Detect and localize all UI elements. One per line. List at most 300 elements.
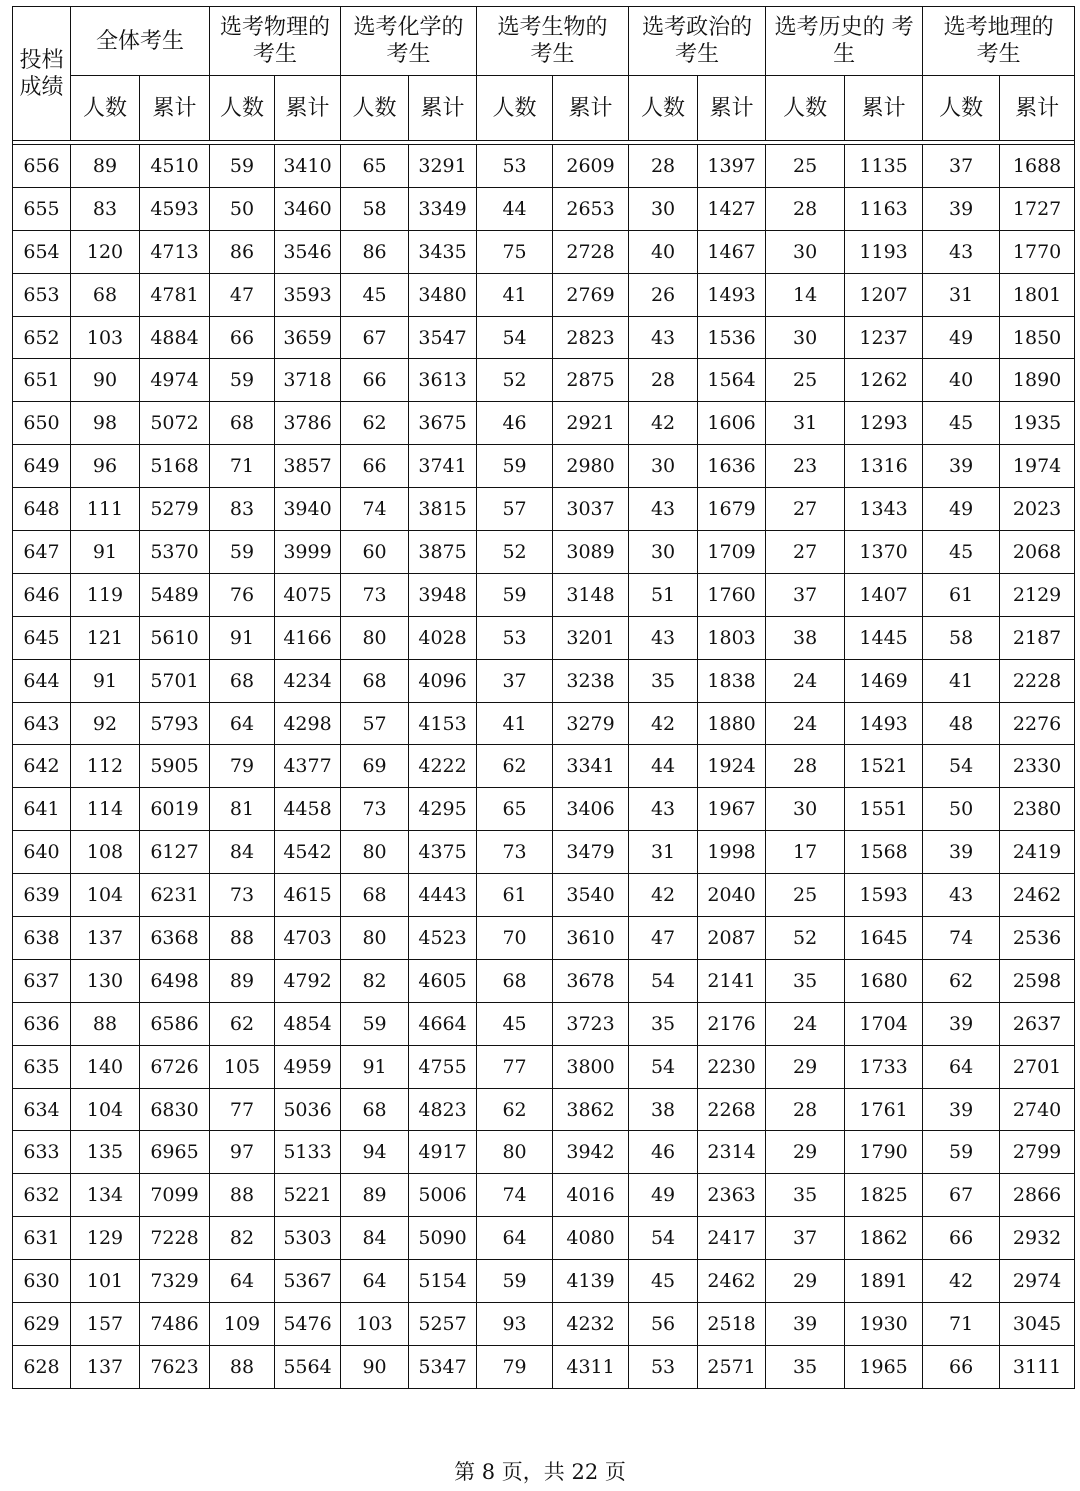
count-cell: 61 bbox=[923, 573, 1000, 616]
count-cell: 45 bbox=[341, 273, 409, 316]
cumulative-cell: 2728 bbox=[553, 230, 629, 273]
cumulative-cell: 3279 bbox=[553, 702, 629, 745]
count-cell: 105 bbox=[210, 1045, 275, 1088]
cumulative-cell: 1343 bbox=[845, 488, 923, 531]
cumulative-cell: 1568 bbox=[845, 831, 923, 874]
count-cell: 52 bbox=[477, 531, 553, 574]
cumulative-cell: 1679 bbox=[698, 488, 766, 531]
cumulative-cell: 1551 bbox=[845, 788, 923, 831]
score-cell: 643 bbox=[13, 702, 71, 745]
cumulative-cell: 6127 bbox=[140, 831, 210, 874]
count-cell: 130 bbox=[71, 959, 140, 1002]
cumulative-cell: 5133 bbox=[275, 1131, 341, 1174]
count-cell: 120 bbox=[71, 230, 140, 273]
count-cell: 42 bbox=[629, 702, 698, 745]
count-cell: 43 bbox=[923, 874, 1000, 917]
count-cell: 46 bbox=[629, 1131, 698, 1174]
count-cell: 17 bbox=[766, 831, 845, 874]
cumulative-cell: 4792 bbox=[275, 959, 341, 1002]
cumulative-cell: 3678 bbox=[553, 959, 629, 1002]
cumulative-cell: 4096 bbox=[409, 659, 477, 702]
count-cell: 43 bbox=[629, 788, 698, 831]
cumulative-cell: 3857 bbox=[275, 445, 341, 488]
table-row bbox=[13, 616, 1075, 659]
cumulative-cell: 2536 bbox=[1000, 917, 1075, 960]
cumulative-cell: 2276 bbox=[1000, 702, 1075, 745]
cumulative-cell: 1493 bbox=[698, 273, 766, 316]
score-cell: 650 bbox=[13, 402, 71, 445]
count-cell: 66 bbox=[923, 1345, 1000, 1388]
count-cell: 29 bbox=[766, 1260, 845, 1303]
count-cell: 50 bbox=[210, 187, 275, 230]
score-cell: 647 bbox=[13, 531, 71, 574]
count-cell: 91 bbox=[71, 659, 140, 702]
score-cell: 638 bbox=[13, 917, 71, 960]
count-cell: 30 bbox=[766, 788, 845, 831]
cumulative-cell: 5279 bbox=[140, 488, 210, 531]
group-header: 选考历史的 考生 bbox=[766, 7, 923, 76]
count-cell: 90 bbox=[341, 1345, 409, 1388]
cumulative-cell: 1803 bbox=[698, 616, 766, 659]
cumulative-cell: 4605 bbox=[409, 959, 477, 1002]
cumulative-cell: 4542 bbox=[275, 831, 341, 874]
count-header: 人数 bbox=[341, 76, 409, 141]
count-cell: 28 bbox=[629, 145, 698, 188]
cumulative-cell: 1838 bbox=[698, 659, 766, 702]
count-cell: 68 bbox=[210, 659, 275, 702]
count-cell: 56 bbox=[629, 1303, 698, 1346]
cumulative-cell: 5090 bbox=[409, 1217, 477, 1260]
table-row bbox=[13, 1217, 1075, 1260]
cumulative-cell: 1135 bbox=[845, 145, 923, 188]
count-cell: 104 bbox=[71, 874, 140, 917]
score-cell: 631 bbox=[13, 1217, 71, 1260]
cumulative-cell: 1467 bbox=[698, 230, 766, 273]
count-cell: 43 bbox=[923, 230, 1000, 273]
table-body bbox=[13, 145, 1075, 1389]
cumulative-cell: 6019 bbox=[140, 788, 210, 831]
cumulative-cell: 4222 bbox=[409, 745, 477, 788]
cumulative-cell: 3659 bbox=[275, 316, 341, 359]
cumulative-cell: 3942 bbox=[553, 1131, 629, 1174]
group-header: 选考化学的考生 bbox=[341, 7, 477, 76]
count-cell: 67 bbox=[923, 1174, 1000, 1217]
score-cell: 635 bbox=[13, 1045, 71, 1088]
count-cell: 84 bbox=[341, 1217, 409, 1260]
count-cell: 54 bbox=[629, 1217, 698, 1260]
cumulative-cell: 6498 bbox=[140, 959, 210, 1002]
score-cell: 651 bbox=[13, 359, 71, 402]
cumulative-cell: 3435 bbox=[409, 230, 477, 273]
count-header: 人数 bbox=[71, 76, 140, 141]
count-cell: 54 bbox=[629, 959, 698, 1002]
cumulative-header: 累计 bbox=[140, 76, 210, 141]
cumulative-cell: 3406 bbox=[553, 788, 629, 831]
count-cell: 62 bbox=[341, 402, 409, 445]
score-cell: 649 bbox=[13, 445, 71, 488]
count-cell: 60 bbox=[341, 531, 409, 574]
count-cell: 44 bbox=[477, 187, 553, 230]
count-cell: 48 bbox=[923, 702, 1000, 745]
table-row bbox=[13, 959, 1075, 1002]
count-cell: 79 bbox=[210, 745, 275, 788]
cumulative-cell: 1493 bbox=[845, 702, 923, 745]
cumulative-cell: 3610 bbox=[553, 917, 629, 960]
count-cell: 35 bbox=[766, 1345, 845, 1388]
score-cell: 636 bbox=[13, 1002, 71, 1045]
count-cell: 51 bbox=[629, 573, 698, 616]
count-cell: 69 bbox=[341, 745, 409, 788]
count-cell: 68 bbox=[477, 959, 553, 1002]
score-cell: 630 bbox=[13, 1260, 71, 1303]
group-header-row bbox=[13, 7, 1075, 76]
count-cell: 89 bbox=[341, 1174, 409, 1217]
cumulative-cell: 4458 bbox=[275, 788, 341, 831]
cumulative-cell: 3201 bbox=[553, 616, 629, 659]
cumulative-cell: 5036 bbox=[275, 1088, 341, 1131]
cumulative-cell: 1207 bbox=[845, 273, 923, 316]
count-cell: 45 bbox=[923, 531, 1000, 574]
cumulative-cell: 4823 bbox=[409, 1088, 477, 1131]
count-cell: 24 bbox=[766, 659, 845, 702]
cumulative-cell: 1801 bbox=[1000, 273, 1075, 316]
count-cell: 52 bbox=[477, 359, 553, 402]
cumulative-cell: 4959 bbox=[275, 1045, 341, 1088]
table-row bbox=[13, 402, 1075, 445]
cumulative-cell: 3540 bbox=[553, 874, 629, 917]
cumulative-cell: 2799 bbox=[1000, 1131, 1075, 1174]
count-cell: 59 bbox=[210, 531, 275, 574]
count-cell: 134 bbox=[71, 1174, 140, 1217]
cumulative-cell: 4917 bbox=[409, 1131, 477, 1174]
cumulative-cell: 2230 bbox=[698, 1045, 766, 1088]
cumulative-cell: 3460 bbox=[275, 187, 341, 230]
count-cell: 41 bbox=[477, 273, 553, 316]
cumulative-cell: 6830 bbox=[140, 1088, 210, 1131]
cumulative-cell: 1967 bbox=[698, 788, 766, 831]
count-cell: 66 bbox=[341, 445, 409, 488]
count-cell: 91 bbox=[341, 1045, 409, 1088]
count-cell: 65 bbox=[477, 788, 553, 831]
cumulative-cell: 2875 bbox=[553, 359, 629, 402]
cumulative-cell: 4615 bbox=[275, 874, 341, 917]
cumulative-cell: 7099 bbox=[140, 1174, 210, 1217]
cumulative-cell: 2980 bbox=[553, 445, 629, 488]
count-cell: 71 bbox=[210, 445, 275, 488]
cumulative-cell: 2268 bbox=[698, 1088, 766, 1131]
count-cell: 80 bbox=[341, 917, 409, 960]
cumulative-cell: 5610 bbox=[140, 616, 210, 659]
count-cell: 57 bbox=[341, 702, 409, 745]
count-cell: 47 bbox=[629, 917, 698, 960]
cumulative-cell: 1862 bbox=[845, 1217, 923, 1260]
table-row bbox=[13, 874, 1075, 917]
count-cell: 74 bbox=[923, 917, 1000, 960]
count-cell: 25 bbox=[766, 874, 845, 917]
cumulative-cell: 1880 bbox=[698, 702, 766, 745]
count-cell: 64 bbox=[210, 702, 275, 745]
count-cell: 97 bbox=[210, 1131, 275, 1174]
count-cell: 68 bbox=[210, 402, 275, 445]
cumulative-cell: 2653 bbox=[553, 187, 629, 230]
cumulative-cell: 5793 bbox=[140, 702, 210, 745]
count-cell: 43 bbox=[629, 316, 698, 359]
table-row bbox=[13, 831, 1075, 874]
count-cell: 73 bbox=[341, 573, 409, 616]
cumulative-cell: 2330 bbox=[1000, 745, 1075, 788]
table-row bbox=[13, 445, 1075, 488]
cumulative-cell: 3111 bbox=[1000, 1345, 1075, 1388]
table-row bbox=[13, 1002, 1075, 1045]
score-cell: 654 bbox=[13, 230, 71, 273]
cumulative-cell: 7623 bbox=[140, 1345, 210, 1388]
cumulative-cell: 4295 bbox=[409, 788, 477, 831]
count-cell: 89 bbox=[210, 959, 275, 1002]
score-cell: 656 bbox=[13, 145, 71, 188]
cumulative-cell: 4664 bbox=[409, 1002, 477, 1045]
cumulative-cell: 1193 bbox=[845, 230, 923, 273]
count-cell: 59 bbox=[210, 359, 275, 402]
score-cell: 646 bbox=[13, 573, 71, 616]
cumulative-cell: 2141 bbox=[698, 959, 766, 1002]
count-cell: 91 bbox=[210, 616, 275, 659]
cumulative-cell: 3815 bbox=[409, 488, 477, 531]
cumulative-cell: 4234 bbox=[275, 659, 341, 702]
cumulative-cell: 5905 bbox=[140, 745, 210, 788]
count-cell: 77 bbox=[477, 1045, 553, 1088]
count-cell: 86 bbox=[341, 230, 409, 273]
count-cell: 81 bbox=[210, 788, 275, 831]
count-cell: 25 bbox=[766, 359, 845, 402]
count-cell: 59 bbox=[210, 145, 275, 188]
count-cell: 82 bbox=[341, 959, 409, 1002]
cumulative-cell: 2701 bbox=[1000, 1045, 1075, 1088]
score-cell: 633 bbox=[13, 1131, 71, 1174]
score-cell: 648 bbox=[13, 488, 71, 531]
score-header-text: 投档成绩 bbox=[19, 47, 64, 100]
count-cell: 73 bbox=[341, 788, 409, 831]
cumulative-header: 累计 bbox=[845, 76, 923, 141]
count-cell: 64 bbox=[923, 1045, 1000, 1088]
count-cell: 114 bbox=[71, 788, 140, 831]
count-cell: 73 bbox=[477, 831, 553, 874]
count-cell: 30 bbox=[766, 316, 845, 359]
count-cell: 59 bbox=[477, 573, 553, 616]
count-cell: 29 bbox=[766, 1131, 845, 1174]
count-cell: 59 bbox=[341, 1002, 409, 1045]
cumulative-cell: 5168 bbox=[140, 445, 210, 488]
cumulative-cell: 1469 bbox=[845, 659, 923, 702]
count-cell: 62 bbox=[477, 1088, 553, 1131]
cumulative-cell: 3480 bbox=[409, 273, 477, 316]
count-header: 人数 bbox=[766, 76, 845, 141]
cumulative-cell: 4377 bbox=[275, 745, 341, 788]
table-row bbox=[13, 573, 1075, 616]
cumulative-header: 累计 bbox=[553, 76, 629, 141]
cumulative-cell: 4443 bbox=[409, 874, 477, 917]
cumulative-cell: 3593 bbox=[275, 273, 341, 316]
cumulative-cell: 1709 bbox=[698, 531, 766, 574]
table-row bbox=[13, 1345, 1075, 1388]
cumulative-cell: 4375 bbox=[409, 831, 477, 874]
count-cell: 66 bbox=[923, 1217, 1000, 1260]
table-row bbox=[13, 1088, 1075, 1131]
cumulative-cell: 7329 bbox=[140, 1260, 210, 1303]
cumulative-cell: 2129 bbox=[1000, 573, 1075, 616]
count-cell: 83 bbox=[210, 488, 275, 531]
count-cell: 30 bbox=[766, 230, 845, 273]
cumulative-cell: 4510 bbox=[140, 145, 210, 188]
count-cell: 28 bbox=[766, 1088, 845, 1131]
table-row bbox=[13, 1131, 1075, 1174]
count-cell: 94 bbox=[341, 1131, 409, 1174]
score-column-header bbox=[13, 7, 71, 141]
count-header: 人数 bbox=[477, 76, 553, 141]
cumulative-cell: 3940 bbox=[275, 488, 341, 531]
count-cell: 50 bbox=[923, 788, 1000, 831]
cumulative-cell: 4311 bbox=[553, 1345, 629, 1388]
table-row bbox=[13, 917, 1075, 960]
score-cell: 641 bbox=[13, 788, 71, 831]
table-row bbox=[13, 659, 1075, 702]
count-cell: 66 bbox=[210, 316, 275, 359]
cumulative-cell: 4232 bbox=[553, 1303, 629, 1346]
count-header: 人数 bbox=[210, 76, 275, 141]
cumulative-cell: 2637 bbox=[1000, 1002, 1075, 1045]
count-cell: 30 bbox=[629, 187, 698, 230]
cumulative-cell: 4523 bbox=[409, 917, 477, 960]
cumulative-header: 累计 bbox=[698, 76, 766, 141]
score-cell: 640 bbox=[13, 831, 71, 874]
cumulative-header: 累计 bbox=[409, 76, 477, 141]
count-cell: 35 bbox=[766, 959, 845, 1002]
score-cell: 639 bbox=[13, 874, 71, 917]
count-cell: 140 bbox=[71, 1045, 140, 1088]
cumulative-cell: 5006 bbox=[409, 1174, 477, 1217]
count-cell: 59 bbox=[477, 445, 553, 488]
count-cell: 49 bbox=[629, 1174, 698, 1217]
count-cell: 64 bbox=[341, 1260, 409, 1303]
cumulative-cell: 1407 bbox=[845, 573, 923, 616]
cumulative-cell: 2417 bbox=[698, 1217, 766, 1260]
cumulative-cell: 2974 bbox=[1000, 1260, 1075, 1303]
count-cell: 39 bbox=[923, 187, 1000, 230]
count-cell: 35 bbox=[766, 1174, 845, 1217]
count-cell: 49 bbox=[923, 316, 1000, 359]
count-cell: 84 bbox=[210, 831, 275, 874]
count-cell: 58 bbox=[341, 187, 409, 230]
cumulative-cell: 2769 bbox=[553, 273, 629, 316]
count-cell: 88 bbox=[210, 1345, 275, 1388]
count-cell: 37 bbox=[766, 573, 845, 616]
count-cell: 88 bbox=[210, 917, 275, 960]
table-row bbox=[13, 230, 1075, 273]
score-cell: 629 bbox=[13, 1303, 71, 1346]
cumulative-cell: 1262 bbox=[845, 359, 923, 402]
count-cell: 91 bbox=[71, 531, 140, 574]
cumulative-cell: 3613 bbox=[409, 359, 477, 402]
count-cell: 24 bbox=[766, 1002, 845, 1045]
score-cell: 645 bbox=[13, 616, 71, 659]
cumulative-cell: 1293 bbox=[845, 402, 923, 445]
count-cell: 28 bbox=[629, 359, 698, 402]
cumulative-cell: 4028 bbox=[409, 616, 477, 659]
cumulative-cell: 2087 bbox=[698, 917, 766, 960]
count-cell: 83 bbox=[71, 187, 140, 230]
cumulative-cell: 1521 bbox=[845, 745, 923, 788]
count-cell: 39 bbox=[923, 445, 1000, 488]
count-cell: 104 bbox=[71, 1088, 140, 1131]
count-cell: 80 bbox=[341, 831, 409, 874]
count-cell: 93 bbox=[477, 1303, 553, 1346]
count-cell: 42 bbox=[629, 874, 698, 917]
cumulative-cell: 5072 bbox=[140, 402, 210, 445]
cumulative-cell: 1760 bbox=[698, 573, 766, 616]
cumulative-cell: 3862 bbox=[553, 1088, 629, 1131]
count-cell: 49 bbox=[923, 488, 1000, 531]
count-cell: 25 bbox=[766, 145, 845, 188]
sub-header-row bbox=[13, 76, 1075, 141]
cumulative-cell: 4854 bbox=[275, 1002, 341, 1045]
count-cell: 47 bbox=[210, 273, 275, 316]
count-cell: 45 bbox=[477, 1002, 553, 1045]
count-cell: 76 bbox=[210, 573, 275, 616]
table-row bbox=[13, 702, 1075, 745]
count-cell: 109 bbox=[210, 1303, 275, 1346]
count-cell: 37 bbox=[766, 1217, 845, 1260]
cumulative-cell: 5370 bbox=[140, 531, 210, 574]
count-cell: 66 bbox=[341, 359, 409, 402]
cumulative-cell: 1935 bbox=[1000, 402, 1075, 445]
count-cell: 111 bbox=[71, 488, 140, 531]
count-cell: 68 bbox=[341, 1088, 409, 1131]
count-cell: 35 bbox=[629, 1002, 698, 1045]
score-cell: 642 bbox=[13, 745, 71, 788]
cumulative-cell: 2187 bbox=[1000, 616, 1075, 659]
cumulative-cell: 2363 bbox=[698, 1174, 766, 1217]
cumulative-cell: 1427 bbox=[698, 187, 766, 230]
cumulative-cell: 2740 bbox=[1000, 1088, 1075, 1131]
table-row bbox=[13, 187, 1075, 230]
cumulative-cell: 1974 bbox=[1000, 445, 1075, 488]
count-cell: 77 bbox=[210, 1088, 275, 1131]
cumulative-cell: 1770 bbox=[1000, 230, 1075, 273]
count-cell: 39 bbox=[923, 1088, 1000, 1131]
count-cell: 37 bbox=[923, 145, 1000, 188]
cumulative-cell: 3037 bbox=[553, 488, 629, 531]
count-cell: 59 bbox=[477, 1260, 553, 1303]
cumulative-cell: 5489 bbox=[140, 573, 210, 616]
count-cell: 31 bbox=[923, 273, 1000, 316]
count-cell: 46 bbox=[477, 402, 553, 445]
cumulative-cell: 1606 bbox=[698, 402, 766, 445]
score-distribution-table bbox=[12, 6, 1075, 1389]
count-cell: 39 bbox=[766, 1303, 845, 1346]
count-cell: 45 bbox=[629, 1260, 698, 1303]
cumulative-cell: 1890 bbox=[1000, 359, 1075, 402]
table-row bbox=[13, 359, 1075, 402]
count-cell: 28 bbox=[766, 187, 845, 230]
count-cell: 137 bbox=[71, 1345, 140, 1388]
count-cell: 43 bbox=[629, 488, 698, 531]
cumulative-cell: 5257 bbox=[409, 1303, 477, 1346]
cumulative-cell: 4703 bbox=[275, 917, 341, 960]
cumulative-cell: 5221 bbox=[275, 1174, 341, 1217]
cumulative-cell: 1636 bbox=[698, 445, 766, 488]
count-cell: 52 bbox=[766, 917, 845, 960]
group-header: 选考物理的考生 bbox=[210, 7, 341, 76]
cumulative-cell: 5564 bbox=[275, 1345, 341, 1388]
